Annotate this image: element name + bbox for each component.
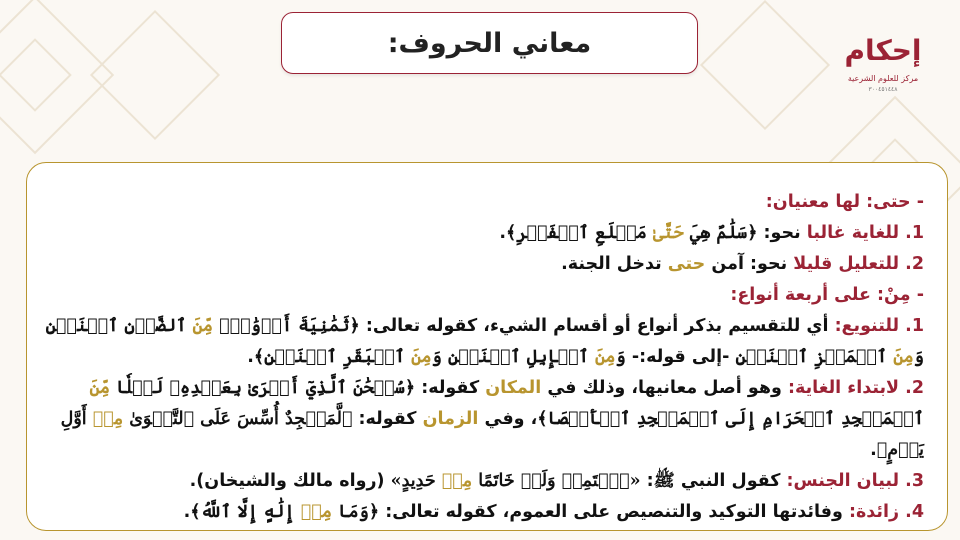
quran-text: أَوَّلِ يَوۡمٍ﴾: [60, 409, 924, 460]
item-label: لابتداء الغاية:: [787, 378, 900, 398]
keyword: حتى: [667, 254, 706, 274]
item-text: -إلى قوله:-: [625, 347, 736, 367]
keyword: مِنۡ: [441, 471, 473, 491]
keyword: مِنَ: [595, 347, 616, 367]
item-text: وهو أصل معانيها، وذلك في: [541, 378, 788, 398]
item-label: زائدة:: [848, 502, 900, 522]
item-text: ، وفي: [478, 409, 538, 429]
keyword: مِّنَ: [89, 378, 111, 398]
item-text: (رواه مالك والشيخان).: [189, 471, 391, 491]
item-number: 2.: [905, 254, 924, 274]
quran-text: ٱلۡمَعۡزِ ٱثۡنَيۡنِ: [735, 347, 894, 367]
item-label: للغاية غالبا: [806, 223, 900, 243]
keyword-time: الزمان: [422, 409, 479, 429]
quran-text: ٱلۡإِبِلِ ٱثۡنَيۡنِ وَ: [431, 347, 595, 367]
item-label: للتنويع:: [834, 316, 900, 336]
item-text: وفائدتها التوكيد والتنصيص على العموم، كقوله تعالى:: [379, 502, 849, 522]
item-text: كقول النبي ﷺ:: [640, 471, 787, 491]
item-end: .: [183, 502, 191, 522]
hadith-text: حَدِيدٍ»: [390, 471, 442, 491]
item-label: للتعليل قليلا: [793, 254, 900, 274]
content: [44, 187, 924, 528]
hadith-text: «ٱلۡتَمِسۡ وَلَوۡ خَاتَمًا: [472, 471, 641, 491]
item-number: 1.: [905, 316, 924, 336]
keyword: مِنَ: [893, 347, 914, 367]
item-text: نحو: آمن: [705, 254, 794, 274]
quran-text: ﴿لَّمَسۡجِدٌ أُسِّسَ عَلَى ٱلتَّقۡوَىٰ: [123, 409, 353, 429]
item-end: .: [247, 347, 254, 367]
quran-text: ﴿سُبۡحَٰنَ ٱلَّذِيٓ أَسۡرَىٰ بِعَبۡدِهِۦ لَيۡلٗا: [110, 378, 416, 398]
quran-text: مَطۡلَعِ ٱلۡفَجۡرِ﴾: [505, 223, 653, 243]
min-item-2: [44, 373, 924, 466]
title-box: [281, 12, 698, 74]
keyword: مِنۡ: [300, 502, 333, 522]
keyword: مِنۡ: [92, 409, 124, 429]
item-text: نحو:: [757, 223, 807, 243]
quran-text: ﴿سَلَٰمٌ هِيَ: [683, 223, 758, 243]
logo-name: إحكام: [844, 34, 922, 67]
min-item-3: [44, 466, 924, 497]
item-end: .: [499, 223, 506, 243]
keyword: مِّنَ: [192, 316, 214, 336]
quran-text: إِلَٰهٍ إِلَّا ٱللَّهُ﴾: [190, 502, 301, 522]
quran-text: وَ: [615, 347, 626, 367]
quran-text: ﴿ثَمَٰنِيَةَ أَزۡوَٰجٖۖ: [213, 316, 360, 336]
logo-number: ٣٠٠٤٥١٤٤٨: [868, 86, 898, 93]
item-end: .: [870, 440, 877, 460]
item-text: أي للتقسيم بذكر أنواع أو أقسام الشيء، كقوله تعالى:: [359, 316, 835, 336]
item-number: 3.: [905, 471, 924, 491]
min-heading: - مِنْ: على أربعة أنواع:: [730, 285, 924, 305]
quran-text: ٱلۡمَسۡجِدِ ٱلۡحَرَامِ إِلَى ٱلۡمَسۡجِدِ ٱلۡأَقۡصَا﴾: [537, 409, 924, 429]
min-item-4: [44, 497, 924, 528]
logo-tagline: مركز للعلوم الشرعية: [847, 74, 919, 83]
hatta-item-1: [44, 218, 924, 249]
hatta-heading: - حتى: لها معنيان:: [765, 192, 924, 212]
hatta-item-2: [44, 249, 924, 280]
item-number: 2.: [905, 378, 924, 398]
keyword: مِنَ: [411, 347, 432, 367]
item-text: كقوله:: [415, 378, 486, 398]
item-number: 4.: [905, 502, 924, 522]
quran-text: ٱلۡبَقَرِ ٱثۡنَيۡنِ﴾: [253, 347, 412, 367]
page-title: معاني الحروف:: [387, 27, 592, 59]
min-item-1: [44, 311, 924, 373]
logo: [824, 30, 942, 98]
keyword-place: المكان: [485, 378, 542, 398]
item-number: 1.: [905, 223, 924, 243]
item-text: تدخل الجنة.: [561, 254, 668, 274]
quran-text: ﴿وَمَا: [332, 502, 380, 522]
keyword: حَتَّىٰ: [652, 223, 684, 243]
item-text: كقوله:: [352, 409, 423, 429]
quran-text: ٱلضَّأۡنِ ٱثۡنَيۡنِ وَ: [45, 316, 924, 367]
item-label: لبيان الجنس:: [786, 471, 900, 491]
